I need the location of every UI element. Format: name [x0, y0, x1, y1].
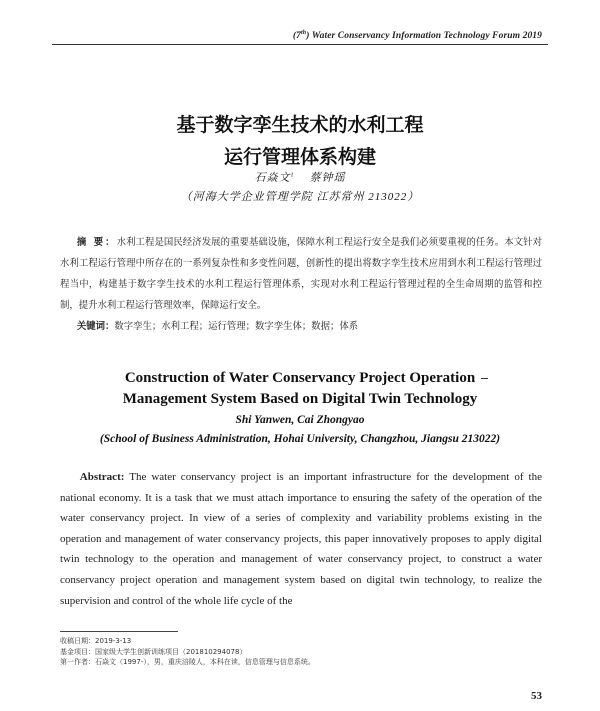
footnote-fund: 基金项目：国家级大学生创新训练项目（201810294078）: [60, 647, 247, 656]
chinese-keywords-label: 关键词：: [76, 321, 115, 332]
footnotes: [60, 636, 542, 668]
running-header-text: ) Water Conservancy Information Technology Forum 2019: [306, 31, 542, 42]
footnote-rule: [60, 631, 178, 632]
running-header: [293, 30, 542, 41]
english-title-line-2: Management System Based on Digital Twin Technology: [122, 391, 478, 407]
footnote-author-bio: 第一作者：石焱文（1997-），男，重庆涪陵人，本科在读，信息管理与信息系统。: [60, 658, 315, 666]
chinese-abstract-label: 摘 要：: [76, 237, 117, 248]
chinese-title-line-2: 运行管理体系构建: [223, 146, 376, 168]
chinese-authors: [0, 169, 600, 185]
footnote-received: 收稿日期：2019-3-13: [60, 637, 132, 645]
english-abstract-text: The water conservancy project is an important infrastructure for the development of the national economy. It is a task that we must attach importance to ensuring the safety of the operation of the water conservancy project. In view of a series of complexity and variability problems existing in the operation and management of water conservancy projects, this paper innovatively proposes to apply digital twin technology to the operation and management of water conservancy project, to construct a water conservancy project operation and management system based on digital twin technology, to realize the supervision and control of the whole life cycle of the: [60, 471, 542, 607]
english-abstract-label: Abstract:: [79, 471, 125, 483]
chinese-abstract-text: 水利工程是国民经济发展的重要基础设施，保障水利工程运行安全是我们必须要重视的任务。本文针对水利工程运行管理中所存在的一系列复杂性和多变性问题，创新性的提出将数字孪生技术应用到水利工程运行管理过程当中，构建基于数字孪生技术的水利工程运行管理体系，实现对水利工程运行管理过程的全生命周期的监管和控制，提升水利工程运行管理效率，保障运行安全。: [60, 237, 542, 311]
header-rule: [52, 44, 548, 45]
english-authors: Shi Yanwen, Cai Zhongyao: [235, 414, 365, 426]
english-affiliation: (School of Business Administration, Hohai University, Changzhou, Jiangsu 213022): [99, 433, 501, 445]
running-header-prefix: (7: [292, 31, 301, 42]
chinese-author-1-sup: 1: [290, 172, 295, 179]
chinese-title-line-1: 基于数字孪生技术的水利工程: [176, 114, 424, 136]
chinese-abstract: [60, 232, 542, 316]
chinese-affiliation: （河海大学企业管理学院 江苏常州 213022）: [180, 191, 420, 203]
english-abstract: [60, 467, 542, 611]
title-dash-mark: [481, 378, 488, 379]
running-header-sup: th: [300, 30, 307, 36]
chinese-author-2: 蔡钟瑶: [309, 172, 346, 184]
page-number: 53: [531, 690, 542, 702]
chinese-keywords: [60, 318, 542, 332]
english-title-line-1: Construction of Water Conservancy Project Operation: [124, 370, 476, 386]
chinese-author-1: 石焱文: [254, 172, 291, 184]
chinese-keywords-text: 数字孪生；水利工程；运行管理；数字孪生体；数据；体系: [114, 321, 359, 332]
